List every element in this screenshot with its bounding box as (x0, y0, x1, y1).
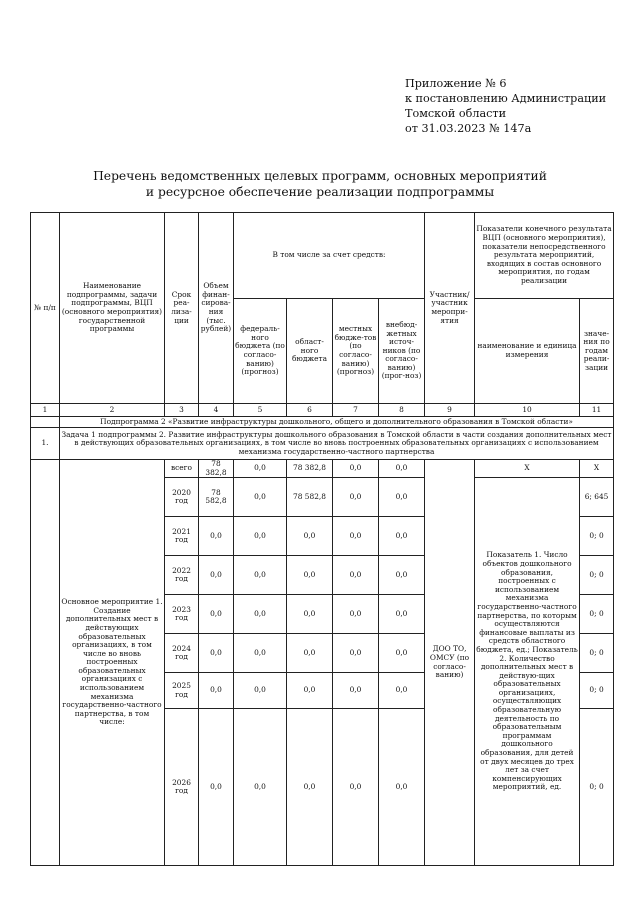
row-reg: 0,0 (287, 709, 333, 866)
header-loc: местных бюдже-тов (по согласо-ванию) (прогноз) (333, 299, 379, 404)
measure-name: Основное мероприятие 1. Создание дополнительных мест в действующих образовательных организациях, в том числе во вновь построенных образовательных организациях с использованием механизма государственно-частного партнерства, в том числе: (60, 460, 165, 866)
header-ind-name: наименование и единица измерения (475, 299, 580, 404)
col-number: 8 (379, 404, 425, 417)
row-total: 78 582,8 (199, 478, 234, 517)
col-number: 5 (234, 404, 287, 417)
header-sources: В том числе за счет средств: (234, 213, 425, 299)
row-loc: 0,0 (333, 556, 379, 595)
header-name: Наименование подпрограммы, задачи подпрограммы, ВЦП (основного мероприятия) государственной программы (60, 213, 165, 404)
row-term: 2022 год (165, 556, 199, 595)
subprogram-row (31, 417, 614, 428)
header-fed: федераль-ного бюджета (по согласо-ванию) (прогноз) (234, 299, 287, 404)
program-table (30, 212, 614, 866)
col-number: 11 (580, 404, 614, 417)
row-loc: 0,0 (333, 673, 379, 709)
measure-indicator: Показатель 1. Число объектов дошкольного образования, построенных с использованием механизма государственно-частного партнерства, по которым осуществляются финансовые выплаты из средств областного бюджета, ед.; Показатель 2. Количество дополнительных мест в действую-щих образовательных организациях, осуществляющих образовательную деятельность по образовательным программам дошкольного образования, для детей от двух месяцев до трех лет за счет компенсирующих мероприятий, ед. (475, 478, 580, 866)
row-term: 2026 год (165, 709, 199, 866)
header-num: № п/п (31, 213, 60, 404)
column-number-row (31, 404, 614, 417)
row-loc: 0,0 (333, 595, 379, 634)
row-term: 2024 год (165, 634, 199, 673)
row-fed: 0,0 (234, 709, 287, 866)
row-value: 0; 0 (580, 709, 614, 866)
row-value: 0; 0 (580, 595, 614, 634)
row-term: 2023 год (165, 595, 199, 634)
row-total: 0,0 (199, 709, 234, 866)
appendix-date: от 31.03.2023 № 147а (405, 122, 532, 135)
row-extra: 0,0 (379, 517, 425, 556)
row-fed: 0,0 (234, 478, 287, 517)
header-participant: Участник/ участник меропри-ятия (425, 213, 475, 404)
row-fed: 0,0 (234, 517, 287, 556)
col-number: 6 (287, 404, 333, 417)
row-term: всего (165, 460, 199, 478)
row-value: 0; 0 (580, 673, 614, 709)
row-fed: 0,0 (234, 673, 287, 709)
row-total: 0,0 (199, 634, 234, 673)
row-extra: 0,0 (379, 709, 425, 866)
appendix-block (405, 76, 606, 136)
row-total: 0,0 (199, 556, 234, 595)
row-term: 2021 год (165, 517, 199, 556)
row-fed: 0,0 (234, 595, 287, 634)
row-reg: 78 582,8 (287, 478, 333, 517)
subprogram-title: Подпрограмма 2 «Развитие инфраструктуры дошкольного, общего и дополнительного образования в Томской области» (60, 417, 614, 428)
col-number: 7 (333, 404, 379, 417)
title-line: Перечень ведомственных целевых программ, основных мероприятий (93, 169, 547, 183)
row-value: 0; 0 (580, 634, 614, 673)
header-term: Срок реа-лиза-ции (165, 213, 199, 404)
appendix-line: Томской области (405, 107, 507, 120)
row-fed: 0,0 (234, 556, 287, 595)
row-reg: 78 382,8 (287, 460, 333, 478)
row-loc: 0,0 (333, 460, 379, 478)
row-value: 6; 645 (580, 478, 614, 517)
appendix-line: к постановлению Администрации (405, 92, 607, 105)
row-extra: 0,0 (379, 634, 425, 673)
table-row (31, 460, 614, 478)
task-number: 1. (31, 428, 60, 460)
document-title (0, 168, 640, 200)
row-term: 2020 год (165, 478, 199, 517)
row-fed: 0,0 (234, 634, 287, 673)
row-reg: 0,0 (287, 673, 333, 709)
row-reg: 0,0 (287, 556, 333, 595)
task-row (31, 428, 614, 460)
row-extra: 0,0 (379, 673, 425, 709)
row-reg: 0,0 (287, 517, 333, 556)
task-text: Задача 1 подпрограммы 2. Развитие инфраструктуры дошкольного образования в Томской области в части создания дополнительных мест в действующих образовательных организациях, в том числе во вновь построенных образовательных организациях с использованием механизма государственно-частного партнерства (60, 428, 614, 460)
row-extra: 0,0 (379, 595, 425, 634)
col-number: 10 (475, 404, 580, 417)
measure-participant: ДОО ТО, ОМСУ (по согласо-ванию) (425, 460, 475, 866)
col-number: 1 (31, 404, 60, 417)
row-loc: 0,0 (333, 634, 379, 673)
header-extra: внебюд-жетных источ-ников (по согласо-ванию) (прог-ноз) (379, 299, 425, 404)
row-total: 0,0 (199, 673, 234, 709)
row-value: 0; 0 (580, 517, 614, 556)
col-number: 3 (165, 404, 199, 417)
row-loc: 0,0 (333, 709, 379, 866)
row-value: 0; 0 (580, 556, 614, 595)
header-indicators: Показатели конечного результата ВЦП (основного мероприятия), показатели непосредственного результата мероприятий, входящих в состав основного мероприятия, по годам реализации (475, 213, 614, 299)
row-loc: 0,0 (333, 478, 379, 517)
appendix-line: Приложение № 6 (405, 77, 507, 90)
title-line: и ресурсное обеспечение реализации подпрограммы (145, 185, 495, 199)
col-number: 2 (60, 404, 165, 417)
col-number: 9 (425, 404, 475, 417)
row-total: 0,0 (199, 517, 234, 556)
row-extra: 0,0 (379, 478, 425, 517)
row-extra: 0,0 (379, 460, 425, 478)
row-total: 0,0 (199, 595, 234, 634)
row-reg: 0,0 (287, 595, 333, 634)
row-reg: 0,0 (287, 634, 333, 673)
row-extra: 0,0 (379, 556, 425, 595)
header-reg: област-ного бюджета (287, 299, 333, 404)
header-ind-value: значе-ния по годам реали-зации (580, 299, 614, 404)
row-fed: 0,0 (234, 460, 287, 478)
row-indicator-x: X (475, 460, 580, 478)
col-number: 4 (199, 404, 234, 417)
row-loc: 0,0 (333, 517, 379, 556)
row-total: 78 382,8 (199, 460, 234, 478)
header-volume: Объем финан-сирова-ния (тыс. рублей) (199, 213, 234, 404)
header-row (31, 213, 614, 299)
row-term: 2025 год (165, 673, 199, 709)
row-value: X (580, 460, 614, 478)
